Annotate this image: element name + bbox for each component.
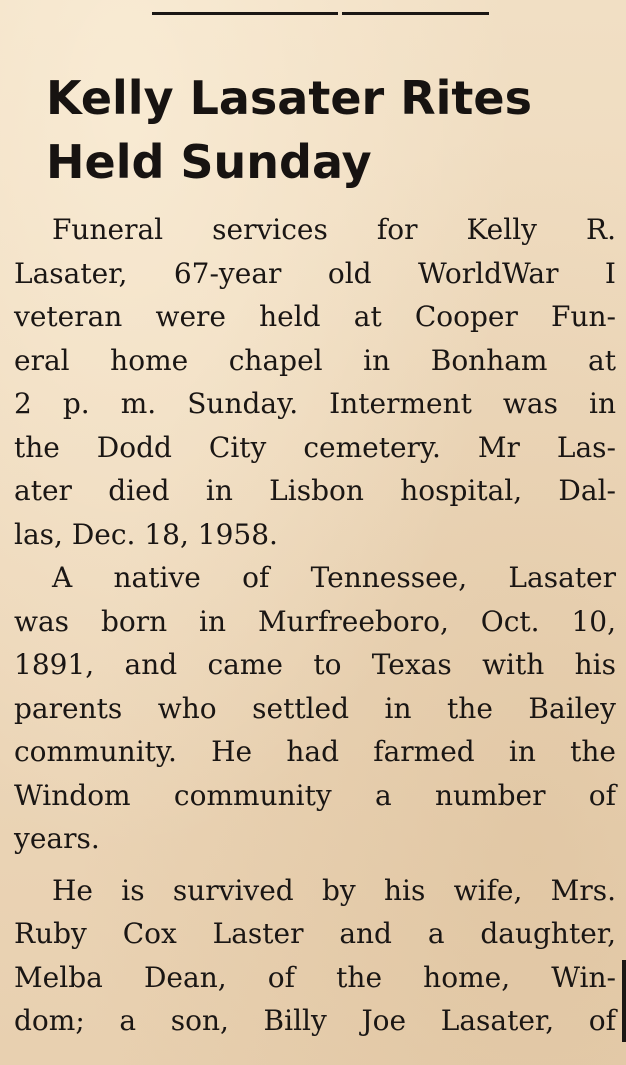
text-line: Windom community a number of	[14, 778, 616, 812]
text-line: eral home chapel in Bonham at	[14, 343, 616, 377]
text-line: community. He had farmed in the	[14, 735, 616, 768]
text-line: A native of Tennessee, Lasater	[52, 561, 616, 594]
top-rule-left	[152, 12, 338, 15]
top-rule-right	[342, 12, 489, 15]
text-line: He is survived by his wife, Mrs.	[52, 873, 616, 907]
headline-line: Kelly Lasater Rites	[46, 71, 532, 125]
text-line: 2 p. m. Sunday. Interment was in	[14, 387, 616, 420]
paragraph-spacer	[14, 861, 616, 869]
text-line: ater died in Lisbon hospital, Dal-	[14, 474, 616, 507]
text-line: Funeral services for Kelly R.	[52, 213, 616, 246]
text-line: Ruby Cox Laster and a daughter,	[14, 917, 616, 950]
headline-line: Held Sunday	[46, 135, 372, 189]
text-line: was born in Murfreeboro, Oct. 10,	[14, 604, 616, 638]
text-line: Lasater, 67-year old WorldWar I	[14, 256, 616, 290]
text-line: Melba Dean, of the home, Win-	[14, 960, 616, 994]
text-line: years.	[14, 822, 100, 855]
column-rule-right	[622, 960, 626, 1042]
paragraph	[14, 556, 616, 861]
text-line: veteran were held at Cooper Fun-	[14, 300, 616, 333]
paragraph	[14, 869, 616, 1043]
text-line: parents who settled in the Bailey	[14, 691, 616, 725]
headline	[46, 66, 606, 194]
text-line: las, Dec. 18, 1958.	[14, 517, 278, 551]
paragraph	[14, 208, 616, 556]
text-line: 1891, and came to Texas with his	[14, 648, 616, 681]
text-line: dom; a son, Billy Joe Lasater, of	[14, 1004, 616, 1037]
article-body	[14, 208, 616, 1043]
text-line: the Dodd City cemetery. Mr Las-	[14, 430, 616, 464]
